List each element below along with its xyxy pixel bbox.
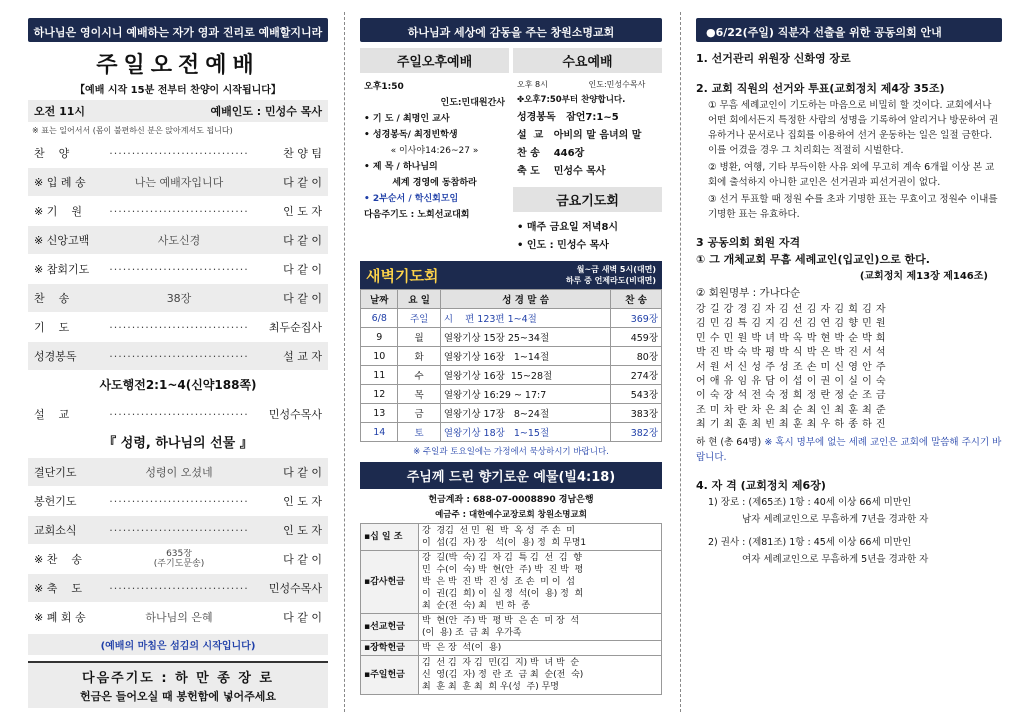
offering-category: ▪십 일 조 — [361, 524, 419, 551]
order-list-after — [28, 458, 328, 632]
table-cell-day: 월 — [398, 328, 440, 347]
dawn-prayer-header — [360, 261, 662, 289]
member-roster — [696, 303, 1002, 433]
roster-line: 강 길 강 경 김 자 김 선 김 자 김 희 김 자 — [696, 304, 887, 315]
offering-account: 헌금계좌 : 688-07-0008890 경남은행 — [428, 495, 594, 505]
order-person: 인 도 자 — [283, 205, 322, 218]
schedule-column — [360, 18, 662, 714]
roster-last-line: 하 현 (총 64명) — [696, 436, 762, 448]
offering-holder: 예금주 : 대한예수교장로회 창원소명교회 — [435, 510, 587, 520]
order-row — [28, 342, 328, 371]
table-cell-text: 열왕기상 16장 15~28절 — [440, 366, 610, 385]
offering-names — [419, 641, 662, 656]
order-person: 다 같 이 — [283, 234, 322, 247]
order-row — [28, 255, 328, 284]
table-cell-hymn: 383장 — [611, 404, 662, 423]
footer-box — [28, 661, 328, 708]
section-qualifications: 4. 자 격 (교회정치 제6장) — [696, 478, 826, 492]
table-cell-date: 10 — [361, 347, 398, 366]
table-row — [361, 524, 662, 551]
wednesday-title: 수요예배 — [513, 48, 662, 73]
roster-line: 박 진 박 숙 박 평 박 식 박 은 박 진 서 석 — [696, 347, 887, 359]
table-cell-date: 6/8 — [361, 309, 398, 328]
order-row — [28, 603, 328, 632]
table-cell-date: 12 — [361, 385, 398, 404]
order-label: ※ 입 례 송 — [34, 176, 86, 189]
order-row-sermon — [28, 400, 328, 429]
table-cell-hymn: 382장 — [611, 423, 662, 442]
dawn-note: ※ 주일과 토요일에는 가정에서 묵상하시기 바랍니다. — [413, 447, 609, 457]
church-header: 하나님과 세상에 감동을 주는 창원소명교회 — [360, 18, 662, 42]
order-label: 기 도 — [34, 321, 70, 334]
elder-qualification-detail: 남자 세례교인으로 무흠하게 7년을 경과한 자 — [742, 513, 929, 525]
table-cell-hymn: 459장 — [611, 328, 662, 347]
stand-note: ※ 표는 일어서서 (몸이 불편하신 분은 앉아계셔도 됩니다) — [32, 126, 233, 135]
table-row — [361, 614, 662, 641]
rule-paragraph: ③ 선거 투표할 때 정원 수를 초과 기명한 표는 무효이고 정원수 이내를 기명한 표는 유효하다. — [708, 194, 998, 220]
table-cell-day: 토 — [398, 423, 440, 442]
column-divider — [680, 12, 681, 712]
elder-qualification: 1) 장로 : (제65조) 1항 : 40세 이상 66세 미만인 — [708, 496, 912, 508]
order-item: ······························· — [109, 349, 249, 363]
section-election-chair: 1. 선거관리 위원장 신화영 장로 — [696, 52, 851, 65]
afternoon-second-part: • 2부순서 / 학신회모임 — [364, 194, 459, 204]
service-boxes — [360, 48, 662, 257]
roster-line: 서 원 서 신 성 주 성 조 손 미 신 영 안 주 — [696, 361, 887, 373]
table-cell-text: 열왕기상 16장 1~14절 — [440, 347, 610, 366]
deaconess-qualification: 2) 권사 : (제81조) 1항 : 45세 이상 66세 미만인 — [708, 536, 912, 548]
order-item: 하나님의 은혜 — [145, 611, 213, 624]
section-member-qualification: 3 공동의회 회원 자격 — [696, 236, 801, 249]
table-row — [361, 423, 662, 442]
closing-note: (예배의 마침은 섬김의 시작입니다) — [28, 634, 328, 655]
order-person: 설 교 자 — [283, 350, 322, 363]
deaconess-qualification-detail: 여자 세례교인으로 무흠하게 5년을 경과한 자 — [742, 553, 929, 565]
table-cell-hymn: 80장 — [611, 347, 662, 366]
afternoon-passage: « 이사야14:26~27 » — [390, 146, 479, 156]
wednesday-sermon: 설 교 아비의 말 음녀의 말 — [517, 130, 642, 141]
offering-title: 주님께 드린 향기로운 예물(빌4:18) — [360, 462, 662, 489]
dawn-reading-table — [360, 289, 662, 442]
table-cell-hymn: 369장 — [611, 309, 662, 328]
order-person: 찬 양 팀 — [283, 147, 322, 160]
afternoon-title: 주일오후예배 — [360, 48, 509, 73]
offering-names — [419, 656, 662, 695]
qualification-ref: (교회정치 제13장 제146조) — [859, 271, 988, 282]
roster-line: 이 숙 장 석 전 숙 정 희 정 란 정 순 조 금 — [696, 390, 887, 402]
service-notice: 【예배 시작 15분 전부터 찬양이 시작됩니다】 — [75, 85, 281, 96]
table-row — [361, 551, 662, 614]
order-item: 성령이 오셨네 — [145, 466, 213, 479]
scripture-reference: 사도행전2:1~4(신약188쪽) — [99, 378, 257, 392]
offering-note: 헌금은 들어오실 때 봉헌함에 넣어주세요 — [80, 690, 276, 703]
order-person: 인 도 자 — [283, 524, 322, 537]
roster-line: 조 미 차 란 차 은 최 순 최 인 최 훈 최 준 — [696, 404, 887, 416]
order-label: 성경봉독 — [34, 350, 77, 363]
offering-names — [419, 524, 662, 551]
roster-footer — [696, 435, 1002, 465]
table-cell-date: 9 — [361, 328, 398, 347]
order-row — [28, 545, 328, 574]
order-row — [28, 458, 328, 487]
roster-line: 어 애 유 임 유 담 이 섭 이 권 이 실 이 숙 — [696, 376, 887, 388]
table-cell-day: 화 — [398, 347, 440, 366]
offering-name-line: 이 권(김 희) 이 실 정 석(이 용) 정 희 — [422, 589, 584, 599]
order-item: ······························· — [109, 146, 249, 160]
table-cell-day: 수 — [398, 366, 440, 385]
offering-name-line: 박 현(안 주) 박 평 박 은 손 미 장 석 — [422, 616, 580, 626]
page-title: 주일오전예배 — [96, 53, 260, 78]
assembly-column — [696, 18, 1002, 714]
table-header: 찬 송 — [611, 290, 662, 309]
order-row — [28, 516, 328, 545]
next-prayer: 다음주기도 : 하 만 종 장 로 — [82, 671, 274, 686]
order-person: 민성수목사 — [268, 582, 322, 595]
table-cell-date: 14 — [361, 423, 398, 442]
order-person: 다 같 이 — [283, 292, 322, 305]
order-person: 다 같 이 — [283, 176, 322, 189]
offering-name-line: 최 훈 최 훈 최 희 우(성 주) 무명 — [422, 682, 559, 692]
order-person: 인 도 자 — [283, 495, 322, 508]
order-row — [28, 197, 328, 226]
afternoon-reading: • 성경봉독/ 최정빈학생 — [364, 130, 458, 140]
order-item: ······························· — [109, 581, 249, 595]
offering-name-line: 김 선 김 자 김 민(김 지) 박 녀 박 순 — [422, 658, 580, 668]
table-row — [361, 656, 662, 695]
table-row — [361, 309, 662, 328]
order-person: 다 같 이 — [283, 553, 322, 566]
table-cell-date: 11 — [361, 366, 398, 385]
table-header: 요 일 — [398, 290, 440, 309]
order-label: 결단기도 — [34, 466, 77, 479]
order-item: ······························· — [109, 494, 249, 508]
wednesday-hymn: 찬 송 446장 — [517, 148, 585, 159]
order-label: ※ 기 원 — [34, 205, 82, 218]
order-item: ······························· — [109, 262, 249, 276]
wednesday-praise: ✤오후7:50부터 찬양합니다. — [517, 95, 626, 105]
rule-paragraph: ① 무흠 세례교인이 기도하는 마음으로 비밀히 할 것이다. 교회에서나 어떤 회에서든지 특정한 사람의 성명을 기록하여 알리거나 방문하여 권유하거나 문서로나 집회를 이용하여 선거 운동하는 일은 일절 금한다. 이를 어겼을 경우 그 치리회는 적절히 시벌한다. — [708, 100, 999, 156]
offering-names — [419, 614, 662, 641]
order-label: ※ 신앙고백 — [34, 234, 90, 247]
order-label: 찬 송 — [34, 292, 70, 305]
offering-name-line: 박 은 장 석(이 용) — [422, 643, 502, 653]
table-cell-day: 목 — [398, 385, 440, 404]
order-person: 다 같 이 — [283, 466, 322, 479]
order-item: 635장 (주기도문송) — [153, 549, 205, 569]
order-row — [28, 168, 328, 197]
table-cell-hymn: 274장 — [611, 366, 662, 385]
order-person: 다 같 이 — [283, 263, 322, 276]
service-time: 오전 11시 — [34, 105, 86, 118]
order-item: ······························· — [109, 320, 249, 334]
afternoon-subject: 세계 경영에 동참하라 — [392, 178, 477, 188]
wednesday-blessing: 축 도 민성수 목사 — [517, 166, 606, 177]
assembly-header: ●6/22(주일) 직분자 선출을 위한 공동의회 안내 — [696, 18, 1002, 42]
order-item: ······························· — [109, 523, 249, 537]
table-row — [361, 385, 662, 404]
roster-label: ② 회원명부 : 가나다순 — [696, 287, 801, 299]
afternoon-next-prayer: 다음주기도 : 노희선교대회 — [364, 210, 470, 220]
sermon-title: 『 성령, 하나님의 선물 』 — [103, 436, 253, 451]
table-cell-day: 주일 — [398, 309, 440, 328]
offering-category: ▪감사헌금 — [361, 551, 419, 614]
order-label: ※ 찬 송 — [34, 553, 82, 566]
offering-category: ▪장학헌금 — [361, 641, 419, 656]
friday-time: • 매주 금요일 저녁8시 — [517, 222, 619, 233]
order-label: 교회소식 — [34, 524, 77, 537]
offering-name-line: 이 섭(김 자) 장 석(이 용) 정 희 무명1 — [422, 538, 587, 548]
offering-category: ▪주일헌금 — [361, 656, 419, 695]
roster-line: 민 수 민 원 박 녀 박 옥 박 현 박 순 박 희 — [696, 332, 887, 344]
table-row — [361, 641, 662, 656]
order-person: 최두순집사 — [268, 321, 322, 334]
offering-name-line: 강 길(박 숙) 김 자 김 특 김 선 김 향 — [422, 553, 582, 563]
section-election-rules: 2. 교회 직원의 선거와 투표(교회정치 제4장 35조) — [696, 82, 945, 95]
order-label: ※ 참회기도 — [34, 263, 90, 276]
order-person: 민성수목사 — [268, 408, 322, 421]
dot-leader: ······························· — [109, 407, 249, 421]
dawn-schedule — [566, 264, 656, 286]
offering-category: ▪선교헌금 — [361, 614, 419, 641]
table-row — [361, 404, 662, 423]
order-person: 다 같 이 — [283, 611, 322, 624]
table-header: 성 경 말 씀 — [440, 290, 610, 309]
order-label: ※ 축 도 — [34, 582, 82, 595]
offering-name-line: (이 용) 조 금 최 우가족 — [422, 628, 522, 638]
morning-service-column — [28, 18, 328, 714]
friday-leader: • 인도 : 민성수 목사 — [517, 240, 609, 251]
offering-name-line: 민 수(이 숙) 박 현(안 주) 박 진 박 평 — [422, 565, 584, 575]
wednesday-service-box — [513, 48, 662, 257]
roster-note: ※ 혹시 명부에 없는 세례 교인은 교회에 말씀해 주시기 바랍니다. — [696, 436, 1002, 463]
order-label: 찬 양 — [34, 147, 70, 160]
offering-table — [360, 523, 662, 695]
dawn-schedule-line: 월~금 새벽 5시(대면) — [576, 265, 656, 274]
table-cell-day: 금 — [398, 404, 440, 423]
afternoon-service-box — [360, 48, 509, 257]
order-item: 나는 예배자입니다 — [134, 176, 224, 189]
table-cell-date: 13 — [361, 404, 398, 423]
order-item: 사도신경 — [157, 234, 201, 247]
order-row — [28, 226, 328, 255]
rule-paragraph: ② 병환, 여행, 기타 부득이한 사유 외에 무고히 계속 6개월 이상 본 교회에 출석하지 아니한 교인은 선거권과 피선거권이 없다. — [708, 162, 995, 188]
column-divider — [344, 12, 345, 712]
offering-name-line: 박 은 박 진 박 진 성 조 손 미 이 섭 — [422, 577, 575, 587]
order-row — [28, 574, 328, 603]
order-row — [28, 139, 328, 168]
table-cell-text: 열왕기상 17장 8~24절 — [440, 404, 610, 423]
table-cell-text: 열왕기상 15장 25~34절 — [440, 328, 610, 347]
service-leader: 예배인도 : 민성수 목사 — [210, 105, 322, 118]
order-item: 38장 — [166, 292, 192, 305]
wednesday-time: 오후 8시 인도:민성수목사 — [517, 80, 646, 89]
roster-line: 김 민 김 특 김 지 김 선 김 연 김 향 민 원 — [696, 318, 887, 330]
afternoon-prayer: • 기 도 / 최명인 교사 — [364, 114, 450, 124]
verse-header: 하나님은 영이시니 예배하는 자가 영과 진리로 예배할지니라 — [28, 18, 328, 42]
table-cell-text: 시 편 123편 1~4절 — [440, 309, 610, 328]
afternoon-time: 오후1:50 — [364, 82, 404, 92]
table-row — [361, 347, 662, 366]
table-cell-text: 열왕기상 18장 1~15절 — [440, 423, 610, 442]
offering-names — [419, 551, 662, 614]
table-row — [361, 366, 662, 385]
order-row — [28, 487, 328, 516]
order-list — [28, 139, 328, 371]
order-label: 봉헌기도 — [34, 495, 77, 508]
dawn-title: 새벽기도회 — [366, 266, 439, 285]
offering-name-line: 강 경김 선 민 원 박 옥 성 주 손 미 — [422, 526, 575, 536]
order-item: ······························· — [109, 204, 249, 218]
afternoon-leader: 인도:민대원간사 — [440, 98, 505, 108]
order-label: 설 교 — [34, 408, 70, 421]
order-row — [28, 284, 328, 313]
table-cell-hymn: 543장 — [611, 385, 662, 404]
wednesday-reading: 성경봉독 잠언7:1~5 — [517, 112, 619, 123]
order-label: ※ 폐 회 송 — [34, 611, 86, 624]
service-time-bar — [28, 100, 328, 122]
friday-title: 금요기도회 — [513, 187, 662, 212]
qualification-text: ① 그 개체교회 무흠 세례교인(입교인)으로 한다. — [696, 253, 930, 266]
offering-name-line: 신 영(김 자) 정 란 조 금 최 순(전 숙) — [422, 670, 584, 680]
table-header: 날짜 — [361, 290, 398, 309]
table-row — [361, 328, 662, 347]
order-row — [28, 313, 328, 342]
roster-line: 최 기 최 훈 최 빈 최 훈 최 우 하 종 하 진 — [696, 419, 887, 431]
afternoon-subject-label: • 제 목 / 하나님의 — [364, 162, 438, 172]
table-cell-text: 열왕기상 16:29 ~ 17:7 — [440, 385, 610, 404]
dawn-schedule-line: 하루 중 언제라도(비대면) — [565, 276, 656, 285]
offering-name-line: 최 순(전 숙) 최 빈 하 종 — [422, 601, 531, 611]
